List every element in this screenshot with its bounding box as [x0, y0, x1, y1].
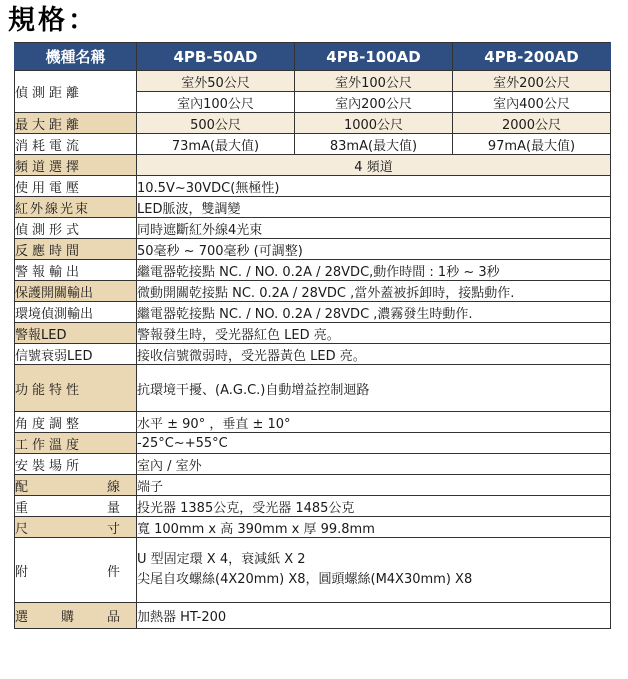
table-row: [15, 239, 611, 260]
detect-indoor-200ad: 室內400公尺: [453, 92, 611, 113]
optional-label-spread: [15, 606, 136, 625]
table-row: [15, 176, 611, 197]
row-label-optional: [15, 603, 137, 629]
size-value: 寬 100mm x 高 390mm x 厚 99.8mm: [137, 517, 611, 538]
row-label-current: 消耗電流: [15, 134, 137, 155]
row-label-alarm-output: 警報輸出: [15, 260, 137, 281]
table-row: [15, 517, 611, 538]
accessories-value: [137, 538, 611, 603]
wiring-label-char: 線: [106, 479, 120, 495]
row-label-size: [15, 517, 137, 538]
channels-value: 4 頻道: [137, 155, 611, 176]
weight-label-char: 重: [15, 500, 29, 516]
accessories-line-2: 尖尾自攻螺絲(4X20mm) X8，圓頭螺絲(M4X30mm) X8: [137, 572, 473, 587]
optional-label-char: 品: [106, 610, 120, 625]
size-label-spread: [15, 518, 136, 537]
table-row: [15, 197, 611, 218]
current-50ad: 73mA(最大值): [137, 134, 295, 155]
row-label-alarm-led: 警報LED: [15, 323, 137, 344]
env-output-value: 繼電器乾接點 NC. / NO. 0.2A / 28VDC ,濃霧發生時動作.: [137, 302, 611, 323]
response-time-value: 50毫秒 ~ 700毫秒 (可調整): [137, 239, 611, 260]
table-row: [15, 134, 611, 155]
accessories-label-spread: [15, 561, 136, 580]
weight-value: 投光器 1385公克，受光器 1485公克: [137, 496, 611, 517]
current-200ad: 97mA(最大值): [453, 134, 611, 155]
row-label-work-temp: 工作溫度: [15, 433, 137, 454]
header-model-name: 機種名稱: [15, 43, 137, 71]
row-label-detect-type: 偵測形式: [15, 218, 137, 239]
alarm-led-value: 警報發生時，受光器紅色 LED 亮。: [137, 323, 611, 344]
row-label-detect-range: 偵測距離: [15, 71, 137, 113]
table-row: [15, 475, 611, 496]
work-temp-value: -25°C~+55°C: [137, 433, 611, 454]
detect-type-value: 同時遮斷紅外線4光束: [137, 218, 611, 239]
row-label-ir-beam: 紅外線光束: [15, 197, 137, 218]
detect-indoor-100ad: 室內200公尺: [295, 92, 453, 113]
detect-outdoor-100ad: 室外100公尺: [295, 71, 453, 92]
row-label-channels: 頻道選擇: [15, 155, 137, 176]
page-title: 規格：: [8, 5, 98, 36]
table-row: [15, 454, 611, 475]
header-4pb-200ad: 4PB-200AD: [453, 43, 611, 71]
accessories-label-char: 附: [15, 564, 29, 580]
max-range-200ad: 2000公尺: [453, 113, 611, 134]
wiring-value: 端子: [137, 475, 611, 496]
wiring-label-char: 配: [15, 479, 29, 495]
table-row: [15, 71, 611, 92]
table-row: [15, 281, 611, 302]
header-4pb-100ad: 4PB-100AD: [295, 43, 453, 71]
wiring-label-spread: [15, 476, 136, 495]
size-label-char: 寸: [106, 521, 120, 537]
row-label-env-output: 環境偵測輸出: [15, 302, 137, 323]
weight-label-spread: [15, 497, 136, 516]
optional-label-char: 購: [60, 610, 74, 625]
optional-label-char: 選: [15, 610, 29, 625]
table-row: [15, 302, 611, 323]
row-label-wiring: [15, 475, 137, 496]
accessories-label-char: 件: [106, 564, 120, 580]
table-row: [15, 260, 611, 281]
row-label-voltage: 使用電壓: [15, 176, 137, 197]
table-row: [15, 344, 611, 365]
table-row: [15, 323, 611, 344]
table-row: [15, 603, 611, 629]
weak-signal-led-value: 接收信號微弱時，受光器黃色 LED 亮。: [137, 344, 611, 365]
row-label-weight: [15, 496, 137, 517]
table-row: [15, 496, 611, 517]
alarm-output-value: 繼電器乾接點 NC. / NO. 0.2A / 28VDC,動作時間 : 1秒 ~ 3秒: [137, 260, 611, 281]
table-row: [15, 538, 611, 603]
detect-outdoor-50ad: 室外50公尺: [137, 71, 295, 92]
table-row: [15, 433, 611, 454]
optional-value: 加熱器 HT-200: [137, 603, 611, 629]
detect-outdoor-200ad: 室外200公尺: [453, 71, 611, 92]
max-range-100ad: 1000公尺: [295, 113, 453, 134]
row-label-weak-signal-led: 信號衰弱LED: [15, 344, 137, 365]
spec-table: [14, 42, 611, 629]
features-value: 抗環境干擾、(A.G.C.)自動增益控制迴路: [137, 365, 611, 412]
row-label-angle-adjust: 角度調整: [15, 412, 137, 433]
row-label-install-location: 安裝場所: [15, 454, 137, 475]
row-label-features: 功能特性: [15, 365, 137, 412]
install-location-value: 室內 / 室外: [137, 454, 611, 475]
ir-beam-value: LED脈波，雙調變: [137, 197, 611, 218]
current-100ad: 83mA(最大值): [295, 134, 453, 155]
row-label-response-time: 反應時間: [15, 239, 137, 260]
table-row: [15, 412, 611, 433]
voltage-value: 10.5V~30VDC(無極性): [137, 176, 611, 197]
table-row: [15, 365, 611, 412]
table-row: [15, 155, 611, 176]
angle-adjust-value: 水平 ± 90° ，垂直 ± 10°: [137, 412, 611, 433]
tamper-output-value: 微動開關乾接點 NC. 0.2A / 28VDC ,當外蓋被拆卸時，接點動作.: [137, 281, 611, 302]
weight-label-char: 量: [106, 500, 120, 516]
header-4pb-50ad: 4PB-50AD: [137, 43, 295, 71]
table-row: [15, 218, 611, 239]
accessories-line-1: U 型固定環 X 4，衰減紙 X 2: [137, 552, 306, 567]
row-label-tamper-output: 保護開關輸出: [15, 281, 137, 302]
detect-indoor-50ad: 室內100公尺: [137, 92, 295, 113]
max-range-50ad: 500公尺: [137, 113, 295, 134]
table-row: [15, 113, 611, 134]
size-label-char: 尺: [15, 521, 29, 537]
row-label-max-range: 最大距離: [15, 113, 137, 134]
row-label-accessories: [15, 538, 137, 603]
header-row: [15, 43, 611, 71]
